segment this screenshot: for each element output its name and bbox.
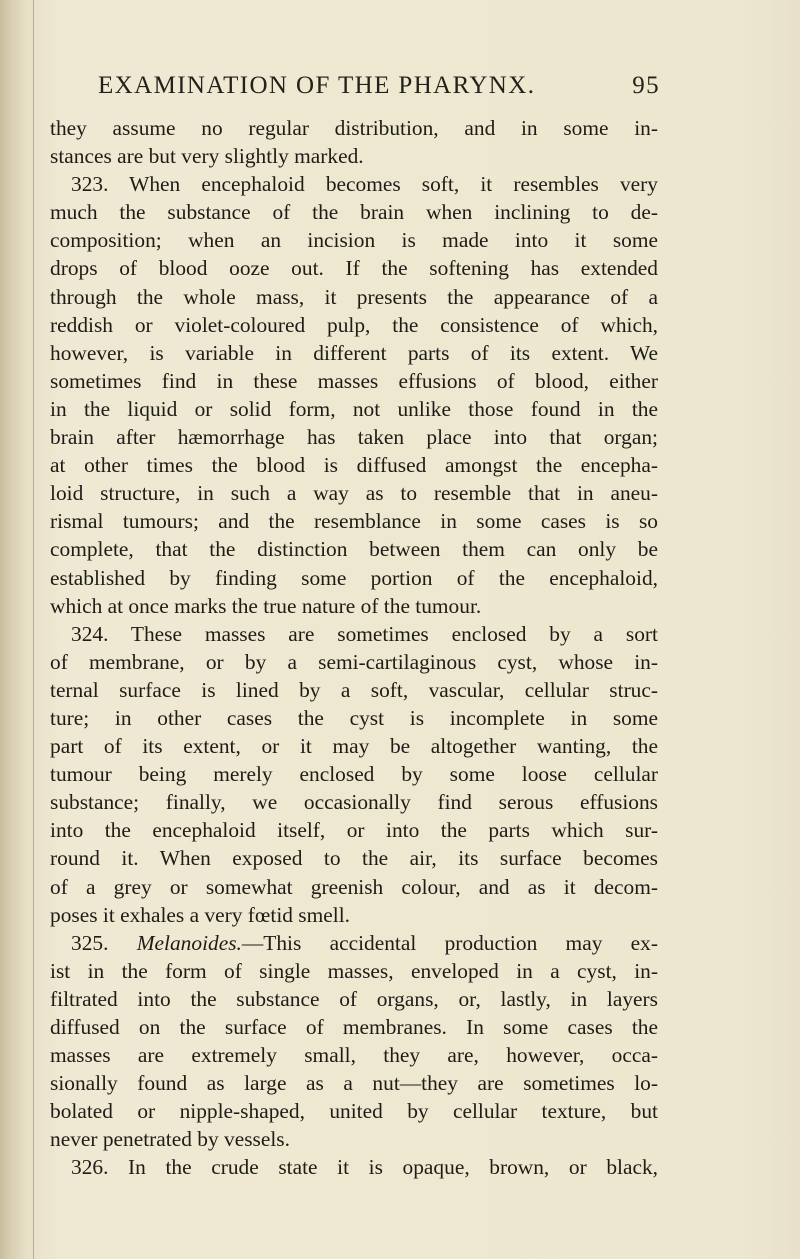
text-line: masses are extremely small, they are, however, occa-: [50, 1043, 658, 1068]
text-line: substance; finally, we occasionally find serous effusions: [50, 790, 658, 815]
text-line: bolated or nipple-shaped, united by cellular texture, but: [50, 1099, 658, 1124]
running-head-title: EXAMINATION OF THE PHARYNX.: [98, 72, 536, 99]
text-line: they assume no regular distribution, and in some in-: [50, 116, 658, 140]
text-line: drops of blood ooze out. If the softening has extended: [50, 256, 658, 281]
text-line: sometimes find in these masses effusions of blood, either: [50, 368, 658, 393]
text-line: which at once marks the true nature of the tumour.: [50, 593, 482, 618]
text-line: stances are but very slightly marked.: [50, 144, 364, 169]
paragraph-326-start: 326. In the crude state it is opaque, brown, or black,: [71, 1155, 658, 1180]
section-term-melanoides: Melanoides.: [136, 930, 242, 955]
paragraph-323-start: 323. When encephaloid becomes soft, it resembles very: [71, 172, 658, 197]
text-line: complete, that the distinction between them can only be: [50, 537, 658, 562]
text-line: of membrane, or by a semi-cartilaginous cyst, whose in-: [50, 649, 658, 674]
text-line: sionally found as large as a nut—they are sometimes lo-: [50, 1071, 658, 1096]
paragraph-number: 325.: [71, 930, 137, 955]
text-line: through the whole mass, it presents the appearance of a: [50, 284, 658, 309]
text-line: in the liquid or solid form, not unlike those found in the: [50, 396, 658, 421]
text-line: never penetrated by vessels.: [50, 1127, 290, 1152]
text-line: part of its extent, or it may be altogether wanting, the: [50, 734, 658, 759]
text-line: composition; when an incision is made into it some: [50, 228, 658, 253]
text-line: rismal tumours; and the resemblance in some cases is so: [50, 509, 658, 534]
binding-gutter-line: [33, 0, 34, 1259]
text-line: brain after hæmorrhage has taken place into that organ;: [50, 425, 658, 450]
binding-shadow: [0, 0, 26, 1259]
text-line: diffused on the surface of membranes. In some cases the: [50, 1015, 658, 1039]
page-number: 95: [632, 72, 660, 99]
text-line: of a grey or somewhat greenish colour, and as it decom-: [50, 874, 658, 899]
text-line: however, is variable in different parts of its extent. We: [50, 340, 658, 365]
running-head: [98, 72, 660, 112]
text-line: ture; in other cases the cyst is incomplete in some: [50, 705, 658, 730]
text-line: established by finding some portion of the encephaloid,: [50, 565, 658, 590]
paragraph-325-start: [50, 929, 658, 957]
text-line: filtrated into the substance of organs, or, lastly, in layers: [50, 986, 658, 1011]
paragraph-324-start: 324. These masses are sometimes enclosed by a sort: [71, 621, 658, 646]
text-line: round it. When exposed to the air, its surface becomes: [50, 846, 658, 871]
text-line: into the encephaloid itself, or into the parts which sur-: [50, 818, 658, 843]
text-line: ternal surface is lined by a soft, vascular, cellular struc-: [50, 677, 658, 702]
text-line: reddish or violet-coloured pulp, the consistence of which,: [50, 312, 658, 337]
body-text: [50, 114, 658, 1182]
text-line: at other times the blood is diffused amongst the encepha-: [50, 453, 658, 478]
paragraph-text: —This accidental production may ex-: [241, 930, 658, 955]
text-line: tumour being merely enclosed by some loose cellular: [50, 762, 658, 787]
text-line: poses it exhales a very fœtid smell.: [50, 902, 350, 927]
text-line: loid structure, in such a way as to resemble that in aneu-: [50, 481, 658, 506]
text-line: ist in the form of single masses, enveloped in a cyst, in-: [50, 958, 658, 983]
text-line: much the substance of the brain when inclining to de-: [50, 200, 658, 225]
